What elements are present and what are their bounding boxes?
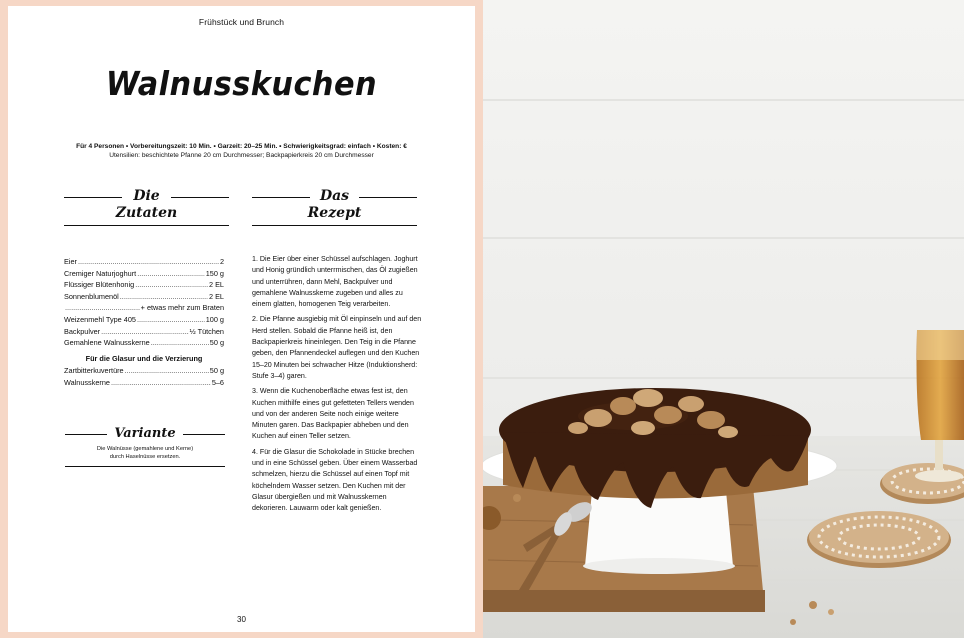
page-number: 30	[237, 615, 246, 624]
recipe-meta	[8, 142, 475, 160]
recipe-step: 1. Die Eier über einer Schüssel aufschlagen. Joghurt und Honig gründlich unterrmischen, das Öl zugießen und unterrühren, dann Mehl, Backpulver und gemahlene Walnusskerne zugeben und alles zu einem glatten, homogenen Teig verarbeiten.	[252, 255, 418, 309]
variant-title: Variante	[114, 426, 176, 441]
ingredient-row: Walnusskerne ..... 5–6	[64, 377, 224, 389]
cake-photo	[483, 0, 964, 638]
recipe-step: 4. Für die Glasur die Schokolade in Stücke brechen und in eine Schüssel geben. Über einem Wasserbad schmelzen, hierzu die Schüssel auf einen Topf mit köchelndem Wasser setzen. Den Kuchen mit der Glasur übergießen und mit Walnusskernen dekorieren. Lauwarm oder kalt genießen.	[252, 447, 418, 513]
ingredients-heading-line2: Zutaten	[64, 205, 229, 226]
recipe-page	[8, 6, 475, 632]
ingredient-row: Flüssiger Blütenhonig ..... 2 EL	[64, 279, 224, 291]
recipe-heading-line2: Rezept	[252, 205, 417, 226]
recipe-step: 3. Wenn die Kuchenoberfläche etwas fest ist, den Kuchen mithilfe eines gut gefetteten Tellers wenden und von der anderen Seite noch einige weitere Minuten garen. Das Backpapier abheben und den Kuchen auf einen Teller setzen.	[252, 387, 414, 441]
ingredient-list	[64, 256, 224, 389]
recipe-title: Walnusskuchen	[105, 64, 378, 103]
recipe-heading-line1: Das	[319, 188, 350, 204]
ingredient-row: Weizenmehl Type 405 ..... 100 g	[64, 314, 224, 326]
ingredient-row: Sonnenblumenöl ..... 2 EL	[64, 291, 224, 303]
recipe-heading	[252, 188, 417, 226]
ingredient-row: ..... + etwas mehr zum Braten	[64, 302, 224, 314]
variant-text: Die Walnüsse (gemahlene und Kerne) durch Haselnüsse ersetzen.	[65, 446, 225, 467]
ingredient-row: Eier ..... 2	[64, 256, 224, 268]
recipe-step: 2. Die Pfanne ausgiebig mit Öl einpinseln und auf den Herd stellen. Sobald die Pfanne heiß ist, den Backpapierkreis hineinlegen. Den Teig in die Pfanne geben, den Pfannendeckel auflegen und den Kuchen 15–20 Minuten bei schwacher Hitze (Induktionsherd: Stufe 3–4) garen.	[252, 315, 422, 380]
ingredient-row: Zartbitterkuvertüre ..... 50 g	[64, 365, 224, 377]
ingredients-heading-line1: Die	[133, 188, 160, 204]
meta-line-1: Für 4 Personen • Vorbereitungszeit: 10 Min. • Garzeit: 20–25 Min. • Schwierigkeitsgrad: einfach • Kosten: €	[76, 143, 407, 150]
ingredient-row: Gemahlene Walnusskerne ..... 50 g	[64, 337, 224, 349]
recipe-steps	[252, 254, 424, 519]
ingredients-heading	[64, 188, 229, 226]
ingredient-row: Cremiger Naturjoghurt ..... 150 g	[64, 268, 224, 280]
meta-line-2: Utensilien: beschichtete Pfanne 20 cm Durchmesser; Backpapierkreis 20 cm Durchmesser	[109, 152, 374, 159]
variant-box	[65, 426, 225, 467]
glaze-subheading: Für die Glasur und die Verzierung	[85, 353, 203, 363]
chapter-header: Frühstück und Brunch	[198, 17, 285, 27]
cake	[499, 388, 811, 508]
ingredient-row: Backpulver ..... ½ Tütchen	[64, 326, 224, 338]
